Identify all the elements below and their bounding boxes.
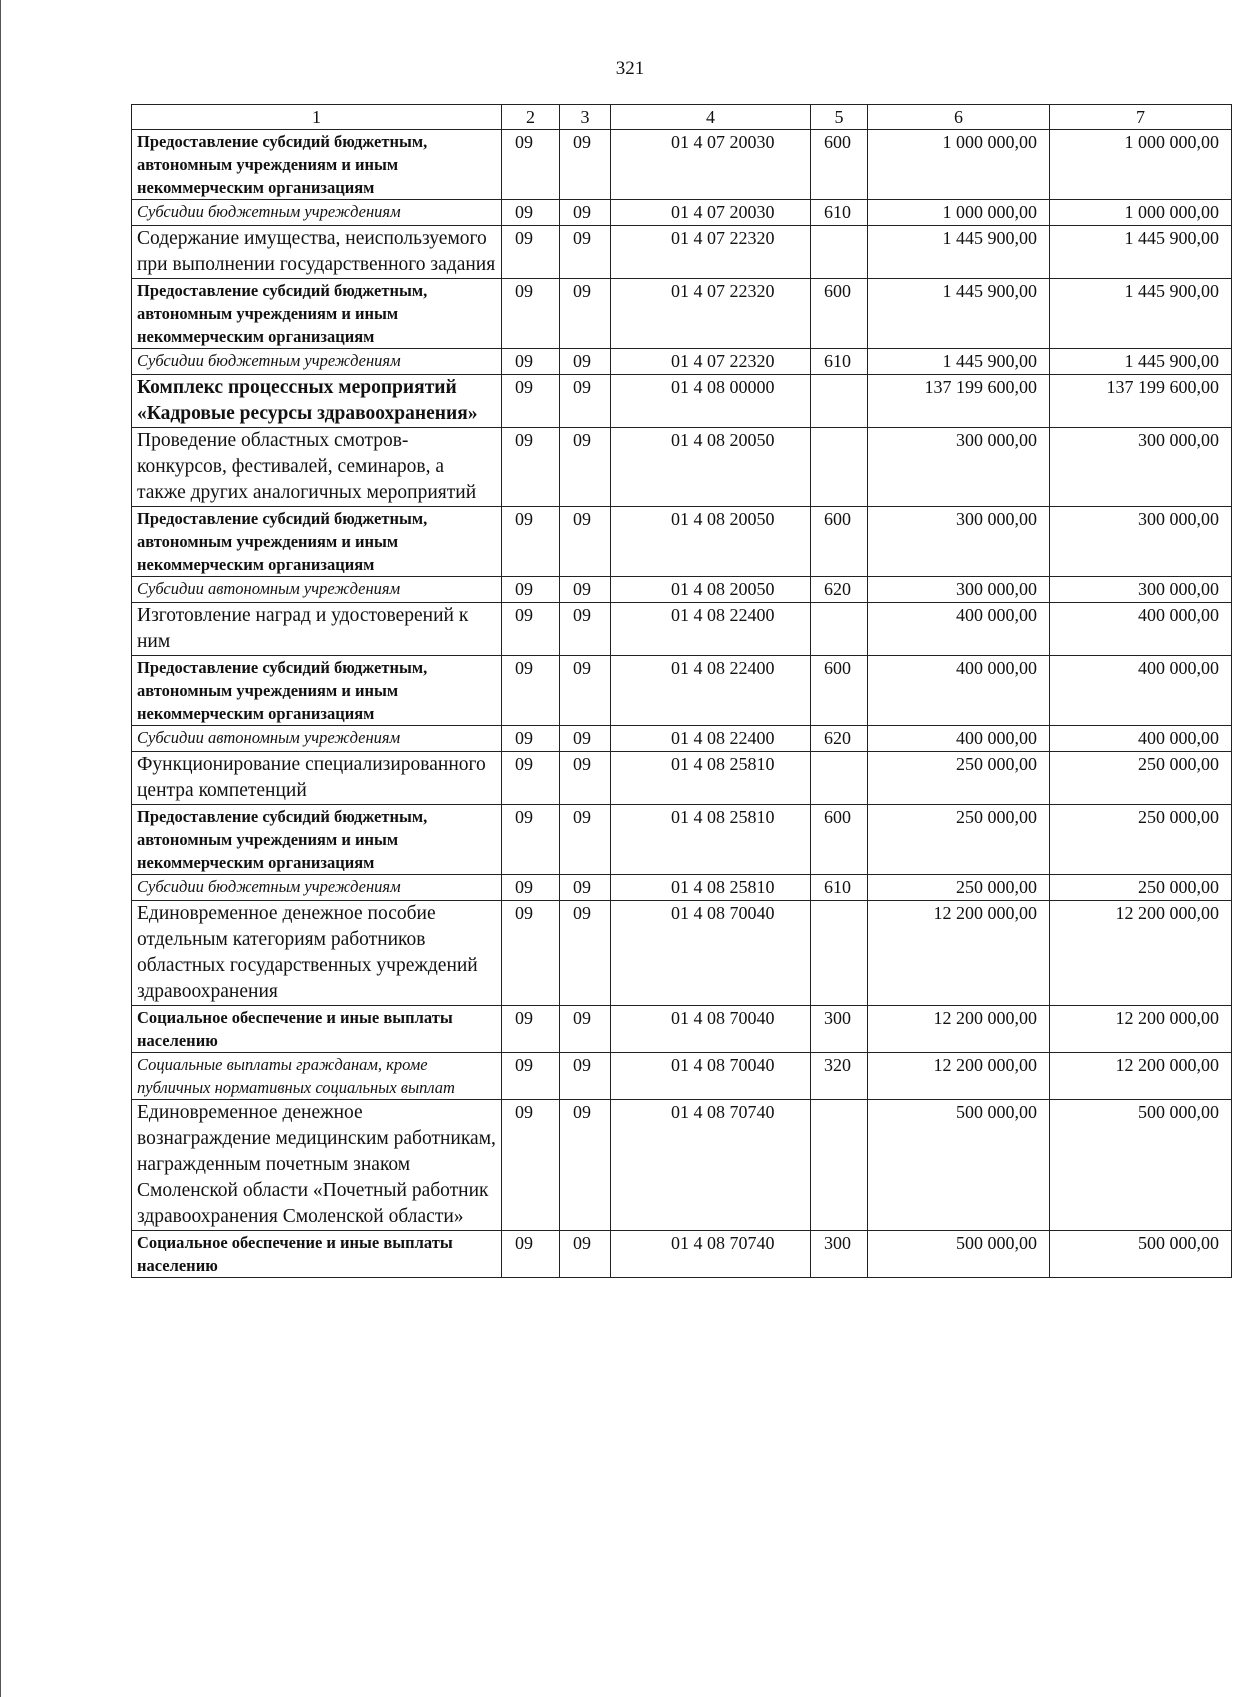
- table-row: [132, 507, 1232, 577]
- expense-type-code: 600: [811, 507, 868, 577]
- section-code: 09: [560, 1053, 611, 1100]
- ministry-code: 09: [502, 1053, 560, 1100]
- header-row: [132, 105, 1232, 130]
- section-code: 09: [560, 752, 611, 805]
- expense-type-code: 600: [811, 656, 868, 726]
- item-name: Субсидии бюджетным учреждениям: [132, 200, 502, 226]
- ministry-code: 09: [502, 428, 560, 507]
- table-row: [132, 1231, 1232, 1278]
- target-article-code: 01 4 08 00000: [611, 375, 811, 428]
- ministry-code: 09: [502, 1006, 560, 1053]
- item-name: Проведение областных смотров-конкурсов, фестивалей, семинаров, а также других аналогичных мероприятий: [132, 428, 502, 507]
- amount-col6: 1 445 900,00: [868, 349, 1050, 375]
- amount-col7: 250 000,00: [1050, 875, 1232, 901]
- target-article-code: 01 4 08 22400: [611, 656, 811, 726]
- amount-col6: 300 000,00: [868, 428, 1050, 507]
- table-row: [132, 805, 1232, 875]
- target-article-code: 01 4 08 25810: [611, 805, 811, 875]
- section-code: 09: [560, 603, 611, 656]
- column-header: 3: [560, 105, 611, 130]
- amount-col6: 1 445 900,00: [868, 279, 1050, 349]
- amount-col7: 137 199 600,00: [1050, 375, 1232, 428]
- target-article-code: 01 4 08 22400: [611, 603, 811, 656]
- amount-col7: 1 445 900,00: [1050, 226, 1232, 279]
- target-article-code: 01 4 08 20050: [611, 507, 811, 577]
- amount-col6: 1 000 000,00: [868, 200, 1050, 226]
- table-row: [132, 349, 1232, 375]
- ministry-code: 09: [502, 226, 560, 279]
- expense-type-code: 300: [811, 1006, 868, 1053]
- amount-col6: 1 445 900,00: [868, 226, 1050, 279]
- section-code: 09: [560, 130, 611, 200]
- amount-col7: 1 000 000,00: [1050, 200, 1232, 226]
- section-code: 09: [560, 875, 611, 901]
- ministry-code: 09: [502, 875, 560, 901]
- column-header: 6: [868, 105, 1050, 130]
- amount-col6: 400 000,00: [868, 603, 1050, 656]
- target-article-code: 01 4 07 20030: [611, 130, 811, 200]
- table-row: [132, 901, 1232, 1006]
- section-code: 09: [560, 200, 611, 226]
- section-code: 09: [560, 577, 611, 603]
- target-article-code: 01 4 07 20030: [611, 200, 811, 226]
- amount-col7: 400 000,00: [1050, 656, 1232, 726]
- table-body: [132, 130, 1232, 1278]
- amount-col6: 250 000,00: [868, 875, 1050, 901]
- amount-col7: 250 000,00: [1050, 752, 1232, 805]
- expense-type-code: 620: [811, 726, 868, 752]
- item-name: Функционирование специализированного центра компетенций: [132, 752, 502, 805]
- amount-col7: 12 200 000,00: [1050, 1053, 1232, 1100]
- item-name: Единовременное денежное вознаграждение медицинским работникам, награжденным почетным знаком Смоленской области «Почетный работник здравоохранения Смоленской области»: [132, 1100, 502, 1231]
- expense-type-code: 610: [811, 875, 868, 901]
- section-code: 09: [560, 805, 611, 875]
- scan-margin-line: [0, 0, 1, 1697]
- table-row: [132, 130, 1232, 200]
- amount-col7: 400 000,00: [1050, 726, 1232, 752]
- amount-col7: 300 000,00: [1050, 507, 1232, 577]
- ministry-code: 09: [502, 726, 560, 752]
- table-row: [132, 752, 1232, 805]
- target-article-code: 01 4 07 22320: [611, 349, 811, 375]
- table-row: [132, 226, 1232, 279]
- section-code: 09: [560, 428, 611, 507]
- expense-type-code: [811, 603, 868, 656]
- amount-col7: 1 000 000,00: [1050, 130, 1232, 200]
- target-article-code: 01 4 08 25810: [611, 752, 811, 805]
- section-code: 09: [560, 726, 611, 752]
- section-code: 09: [560, 1006, 611, 1053]
- amount-col7: 1 445 900,00: [1050, 349, 1232, 375]
- item-name: Субсидии бюджетным учреждениям: [132, 349, 502, 375]
- amount-col7: 12 200 000,00: [1050, 1006, 1232, 1053]
- amount-col7: 500 000,00: [1050, 1100, 1232, 1231]
- amount-col6: 300 000,00: [868, 577, 1050, 603]
- amount-col7: 500 000,00: [1050, 1231, 1232, 1278]
- section-code: 09: [560, 226, 611, 279]
- expense-type-code: [811, 226, 868, 279]
- ministry-code: 09: [502, 752, 560, 805]
- section-code: 09: [560, 656, 611, 726]
- expense-type-code: [811, 1100, 868, 1231]
- table-row: [132, 603, 1232, 656]
- item-name: Субсидии автономным учреждениям: [132, 577, 502, 603]
- expense-type-code: 300: [811, 1231, 868, 1278]
- ministry-code: 09: [502, 279, 560, 349]
- table-row: [132, 656, 1232, 726]
- ministry-code: 09: [502, 1231, 560, 1278]
- amount-col6: 12 200 000,00: [868, 1053, 1050, 1100]
- item-name: Предоставление субсидий бюджетным, автономным учреждениям и иным некоммерческим организациям: [132, 130, 502, 200]
- amount-col7: 250 000,00: [1050, 805, 1232, 875]
- amount-col6: 1 000 000,00: [868, 130, 1050, 200]
- table-row: [132, 1053, 1232, 1100]
- item-name: Комплекс процессных мероприятий «Кадровые ресурсы здравоохранения»: [132, 375, 502, 428]
- item-name: Субсидии автономным учреждениям: [132, 726, 502, 752]
- column-header: 5: [811, 105, 868, 130]
- table-row: [132, 1100, 1232, 1231]
- table-row: [132, 726, 1232, 752]
- target-article-code: 01 4 08 70040: [611, 1006, 811, 1053]
- target-article-code: 01 4 07 22320: [611, 226, 811, 279]
- amount-col7: 300 000,00: [1050, 428, 1232, 507]
- target-article-code: 01 4 08 25810: [611, 875, 811, 901]
- amount-col7: 400 000,00: [1050, 603, 1232, 656]
- item-name: Предоставление субсидий бюджетным, автономным учреждениям и иным некоммерческим организациям: [132, 656, 502, 726]
- section-code: 09: [560, 279, 611, 349]
- table-row: [132, 875, 1232, 901]
- amount-col6: 400 000,00: [868, 726, 1050, 752]
- item-name: Социальное обеспечение и иные выплаты населению: [132, 1006, 502, 1053]
- section-code: 09: [560, 901, 611, 1006]
- section-code: 09: [560, 349, 611, 375]
- budget-table: [131, 104, 1232, 1278]
- item-name: Субсидии бюджетным учреждениям: [132, 875, 502, 901]
- section-code: 09: [560, 507, 611, 577]
- target-article-code: 01 4 07 22320: [611, 279, 811, 349]
- expense-type-code: 610: [811, 200, 868, 226]
- item-name: Предоставление субсидий бюджетным, автономным учреждениям и иным некоммерческим организациям: [132, 507, 502, 577]
- amount-col7: 1 445 900,00: [1050, 279, 1232, 349]
- column-header: 4: [611, 105, 811, 130]
- amount-col7: 12 200 000,00: [1050, 901, 1232, 1006]
- amount-col6: 400 000,00: [868, 656, 1050, 726]
- target-article-code: 01 4 08 70740: [611, 1231, 811, 1278]
- table-row: [132, 200, 1232, 226]
- target-article-code: 01 4 08 70740: [611, 1100, 811, 1231]
- item-name: Социальное обеспечение и иные выплаты населению: [132, 1231, 502, 1278]
- item-name: Предоставление субсидий бюджетным, автономным учреждениям и иным некоммерческим организациям: [132, 805, 502, 875]
- ministry-code: 09: [502, 901, 560, 1006]
- expense-type-code: 600: [811, 130, 868, 200]
- ministry-code: 09: [502, 375, 560, 428]
- column-header: 1: [132, 105, 502, 130]
- target-article-code: 01 4 08 22400: [611, 726, 811, 752]
- expense-type-code: 600: [811, 279, 868, 349]
- item-name: Предоставление субсидий бюджетным, автономным учреждениям и иным некоммерческим организациям: [132, 279, 502, 349]
- expense-type-code: [811, 375, 868, 428]
- ministry-code: 09: [502, 577, 560, 603]
- ministry-code: 09: [502, 805, 560, 875]
- item-name: Содержание имущества, неиспользуемого при выполнении государственного задания: [132, 226, 502, 279]
- expense-type-code: [811, 752, 868, 805]
- ministry-code: 09: [502, 507, 560, 577]
- expense-type-code: 610: [811, 349, 868, 375]
- expense-type-code: [811, 428, 868, 507]
- amount-col6: 250 000,00: [868, 752, 1050, 805]
- ministry-code: 09: [502, 200, 560, 226]
- ministry-code: 09: [502, 656, 560, 726]
- table-row: [132, 375, 1232, 428]
- table-row: [132, 577, 1232, 603]
- expense-type-code: [811, 901, 868, 1006]
- expense-type-code: 620: [811, 577, 868, 603]
- section-code: 09: [560, 1231, 611, 1278]
- column-header: 2: [502, 105, 560, 130]
- target-article-code: 01 4 08 70040: [611, 1053, 811, 1100]
- table-row: [132, 1006, 1232, 1053]
- table-row: [132, 428, 1232, 507]
- target-article-code: 01 4 08 20050: [611, 577, 811, 603]
- amount-col6: 12 200 000,00: [868, 1006, 1050, 1053]
- item-name: Единовременное денежное пособие отдельным категориям работников областных государственных учреждений здравоохранения: [132, 901, 502, 1006]
- section-code: 09: [560, 375, 611, 428]
- amount-col6: 300 000,00: [868, 507, 1050, 577]
- page-number: 321: [615, 58, 645, 79]
- amount-col6: 500 000,00: [868, 1231, 1050, 1278]
- expense-type-code: 320: [811, 1053, 868, 1100]
- amount-col6: 500 000,00: [868, 1100, 1050, 1231]
- ministry-code: 09: [502, 1100, 560, 1231]
- item-name: Социальные выплаты гражданам, кроме публичных нормативных социальных выплат: [132, 1053, 502, 1100]
- target-article-code: 01 4 08 20050: [611, 428, 811, 507]
- ministry-code: 09: [502, 349, 560, 375]
- section-code: 09: [560, 1100, 611, 1231]
- ministry-code: 09: [502, 130, 560, 200]
- amount-col6: 137 199 600,00: [868, 375, 1050, 428]
- amount-col7: 300 000,00: [1050, 577, 1232, 603]
- item-name: Изготовление наград и удостоверений к ним: [132, 603, 502, 656]
- amount-col6: 12 200 000,00: [868, 901, 1050, 1006]
- ministry-code: 09: [502, 603, 560, 656]
- expense-type-code: 600: [811, 805, 868, 875]
- amount-col6: 250 000,00: [868, 805, 1050, 875]
- column-header: 7: [1050, 105, 1232, 130]
- target-article-code: 01 4 08 70040: [611, 901, 811, 1006]
- table-row: [132, 279, 1232, 349]
